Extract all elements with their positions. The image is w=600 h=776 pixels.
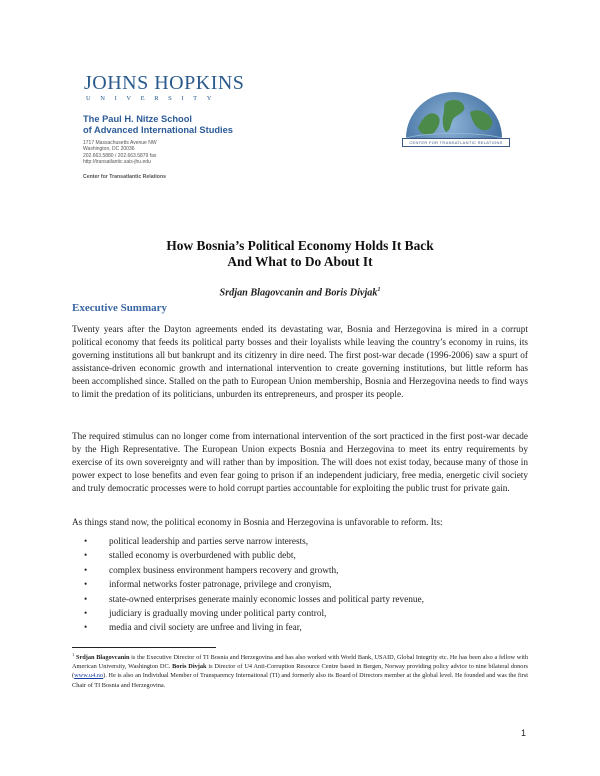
paragraph-3: As things stand now, the political economy in Bosnia and Herzegovina is unfavorable to reform. Its: xyxy=(72,518,443,528)
list-item xyxy=(84,621,524,635)
bullet-icon: • xyxy=(84,623,88,634)
list-item-text: media and civil society are unfree and living in fear, xyxy=(109,623,302,634)
sais-line-2: of Advanced International Studies xyxy=(83,125,233,135)
paragraph-2: The required stimulus can no longer come from international intervention of the sort practiced in the first post-war decade by the High Representative. The European Union expects Bosnia and Herzegovina to meet its entry requirements by exercise of its own sovereignty and will rather than by imposition. The will does not exist today, because many of those in power expect to lose benefits and even fear going to prison if an independent judiciary, free media, energetic civil society and truly democratic processes were to hold corrupt parties accountable for exploiting the public trust for private gain. xyxy=(72,432,528,495)
sais-name xyxy=(83,114,233,136)
list-item xyxy=(84,549,524,563)
authors: Srdjan Blagovcanin and Boris Divjak xyxy=(219,287,378,299)
list-item-text: stalled economy is overburdened with public debt, xyxy=(109,551,296,562)
bullet-icon: • xyxy=(84,551,88,562)
list-item xyxy=(84,607,524,621)
address-block xyxy=(83,140,157,166)
footnote-author-1: Srdjan Blagovcanin xyxy=(75,654,130,662)
center-logo-text: CENTER FOR TRANSATLANTIC RELATIONS xyxy=(402,138,510,147)
footnote-text-1: is the Executive Director of TI Bosnia and Herzegovina and has also worked with World Bank, USAID, Global Integrity etc. He has been also a fellow with American University, Washington DC. xyxy=(72,654,528,671)
section-heading: Executive Summary xyxy=(72,302,168,314)
list-item xyxy=(84,578,524,592)
bullet-icon: • xyxy=(84,580,88,591)
page-number: 1 xyxy=(521,728,527,738)
authors-line xyxy=(0,287,600,298)
list-item-text: complex business environment hampers recovery and growth, xyxy=(109,565,339,576)
bullet-icon: • xyxy=(84,565,88,576)
center-name: Center for Transatlantic Relations xyxy=(83,174,167,180)
footnote-author-2: Boris Divjak xyxy=(172,663,207,671)
center-globe-logo xyxy=(398,88,510,140)
address-line: 202.663.5880 / 202.663.5879 fax xyxy=(83,152,157,159)
paragraph-1: Twenty years after the Dayton agreements ended its devastating war, Bosnia and Herzegovina is mired in a corrupt political economy that feeds its political party bosses and their loyalists while leaving the country’s economy in ruins, its governing institutions all but bankrupt and its citizenry in dire need. The first post-war decade (1996-2006) saw a spurt of assistance-driven economic growth and international intervention to create governing institutions, but little reform has been accomplished since. Stalled on the path to European Union membership, Bosnia and Herzegovina needs to find ways to limit the predation of its politicians, unburden its entrepreneurs, and prosper its people. xyxy=(72,325,528,401)
list-item-text: state-owned enterprises generate mainly economic losses and political party revenue, xyxy=(109,594,424,605)
bullet-icon: • xyxy=(84,537,88,547)
sais-line-1: The Paul H. Nitze School xyxy=(83,114,192,124)
footnote-text-3: ). He is also an Individual Member of Transparency International (TI) and formerly also its Board of Directors member at the global level. He founded and was the first Chair of TI Bosnia and Herzegovina. xyxy=(72,672,528,689)
document-title xyxy=(0,238,600,270)
list-item-text: political leadership and parties serve narrow interests, xyxy=(109,537,309,547)
address-line: 1717 Massachusetts Avenue NW xyxy=(83,140,157,146)
title-line-2: And What to Do About It xyxy=(227,254,373,269)
bullet-icon: • xyxy=(84,594,88,605)
address-line: Washington, DC 20036 xyxy=(83,146,135,153)
bullet-icon: • xyxy=(84,608,88,619)
footnote-link[interactable]: www.u4.no xyxy=(74,672,104,680)
title-line-1: How Bosnia’s Political Economy Holds It Back xyxy=(166,238,434,253)
footnote-number: 1 xyxy=(72,652,75,657)
list-item xyxy=(84,593,524,607)
footnote xyxy=(72,650,528,690)
list-item-text: informal networks foster patronage, privilege and cronyism, xyxy=(109,580,332,591)
list-item xyxy=(84,535,524,549)
jhu-university: UNIVERSITY xyxy=(86,95,221,102)
jhu-name: JOHNS HOPKINS xyxy=(84,72,245,94)
list-item-text: judiciary is gradually moving under political party control, xyxy=(109,608,327,619)
footnote-marker: 1 xyxy=(377,287,381,293)
jhu-logo xyxy=(84,73,244,102)
bullet-list xyxy=(84,535,524,636)
footnote-divider xyxy=(72,647,216,648)
address-line: http://transatlantic.sais-jhu.edu xyxy=(83,159,151,166)
list-item xyxy=(84,564,524,578)
footnote-text-2: is Director of U4 Anti-Corruption Resource Centre based in Bergen, Norway providing policy advice to nine bilateral donors ( xyxy=(72,663,528,680)
